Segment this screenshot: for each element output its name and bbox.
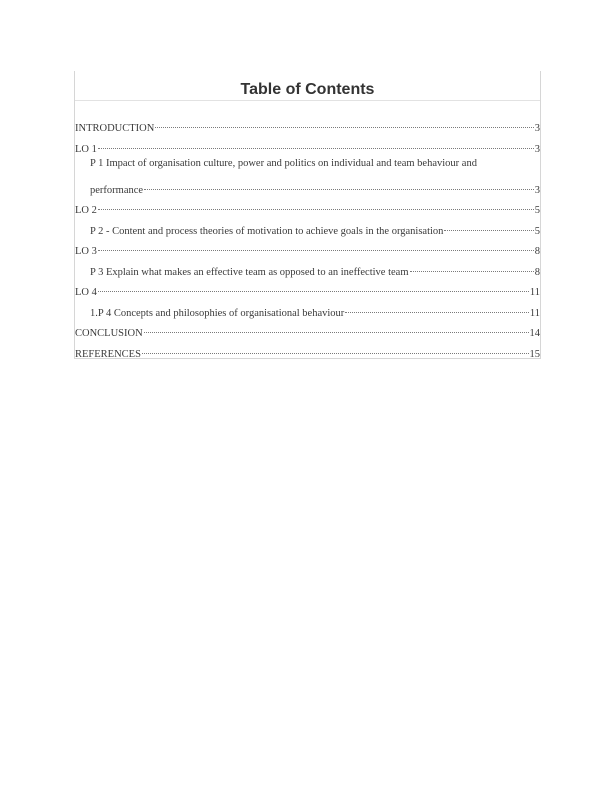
toc-entry-text: LO 4 bbox=[75, 287, 97, 298]
toc-entry-page: 5 bbox=[534, 226, 540, 237]
toc-entry-introduction[interactable] bbox=[75, 116, 540, 134]
dot-leader bbox=[155, 113, 533, 128]
toc-entry-page: 15 bbox=[529, 349, 540, 360]
toc-entry-text: P 2 - Content and process theories of motivation to achieve goals in the organisation bbox=[90, 226, 444, 237]
toc-entry-text: REFERENCES bbox=[75, 349, 141, 360]
toc-entry-text: CONCLUSION bbox=[75, 328, 143, 339]
toc-entry-text: P 1 Impact of organisation culture, power and politics on individual and team behaviour and bbox=[90, 158, 477, 169]
toc-entry-text: 1.P 4 Concepts and philosophies of organisational behaviour bbox=[90, 308, 345, 319]
toc-entry-p3[interactable] bbox=[90, 260, 540, 278]
toc-entry-conclusion[interactable] bbox=[75, 321, 540, 339]
toc-entry-text: LO 2 bbox=[75, 205, 97, 216]
title-divider bbox=[75, 100, 540, 101]
toc-entry-page: 14 bbox=[529, 328, 540, 339]
dot-leader bbox=[345, 298, 529, 313]
dot-leader bbox=[444, 216, 533, 231]
toc-title: Table of Contents bbox=[240, 81, 375, 98]
toc-entry-p1[interactable] bbox=[90, 178, 540, 196]
toc-entry-page: 8 bbox=[534, 246, 540, 257]
toc-entry-p2[interactable] bbox=[90, 219, 540, 237]
toc-entry-page: 3 bbox=[534, 144, 540, 155]
toc-entry-page: 11 bbox=[529, 287, 540, 298]
dot-leader bbox=[98, 277, 529, 292]
dot-leader bbox=[98, 236, 534, 251]
toc-entry-references[interactable] bbox=[75, 342, 540, 360]
table-of-contents bbox=[74, 71, 541, 359]
dot-leader bbox=[142, 339, 529, 354]
toc-entry-text: LO 1 bbox=[75, 144, 97, 155]
toc-entry-page: 3 bbox=[534, 185, 540, 196]
toc-entry-p4[interactable] bbox=[90, 301, 540, 319]
toc-entry-text: INTRODUCTION bbox=[75, 123, 155, 134]
toc-entry-lo1[interactable] bbox=[75, 137, 540, 155]
dot-leader bbox=[98, 195, 534, 210]
dot-leader bbox=[98, 134, 534, 149]
toc-entry-lo3[interactable] bbox=[75, 239, 540, 257]
toc-entry-page: 8 bbox=[534, 267, 540, 278]
toc-entry-p1-line1[interactable] bbox=[90, 157, 540, 171]
dot-leader bbox=[144, 175, 534, 190]
dot-leader bbox=[144, 318, 529, 333]
dot-leader bbox=[410, 257, 534, 272]
toc-entry-page: 5 bbox=[534, 205, 540, 216]
toc-entry-page: 11 bbox=[529, 308, 540, 319]
toc-entry-lo4[interactable] bbox=[75, 280, 540, 298]
toc-entry-text: LO 3 bbox=[75, 246, 97, 257]
toc-entry-text: performance bbox=[90, 185, 144, 196]
toc-entry-text: P 3 Explain what makes an effective team as opposed to an ineffective team bbox=[90, 267, 409, 278]
toc-entry-page: 3 bbox=[534, 123, 540, 134]
toc-entry-lo2[interactable] bbox=[75, 198, 540, 216]
